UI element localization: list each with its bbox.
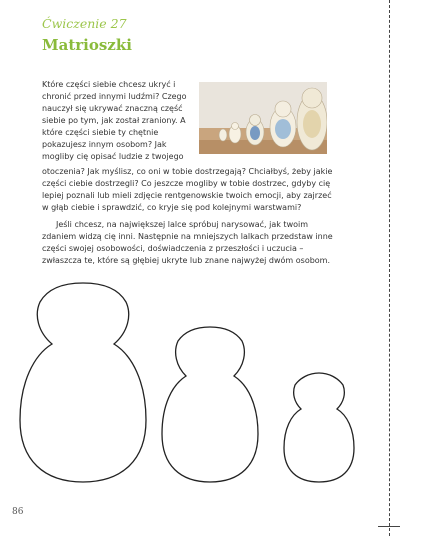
page-number: 86 [12,507,24,517]
cut-mark [378,526,400,527]
cut-line [389,0,390,536]
exercise-title: Matrioszki [42,36,132,54]
doll-outline-medium [162,327,258,482]
paragraph-instructions: Jeśli chcesz, na największej lalce spróbuj narysować, jak twoim zdaniem widzą cię inni. Następnie na mniejszych lalkach przedstaw inne części swojej osobowości, doświadczenia z przeszłości i uczucia – zwłaszcza te, które są głębiej ukryte lub znane najwyżej dwóm osobom. [42,220,333,265]
doll-outline-large [20,283,146,482]
paragraph-intro: Które części siebie chcesz ukryć i chronić przed innymi ludźmi? Czego nauczył się ukrywać znaczną część siebie po tym, jak został zraniony. A które części siebie ty chętnie pokazujesz innym osobom? Jak mogliby cię opisać ludzie z twojego [42,80,187,161]
paragraph-questions: otoczenia? Jak myślisz, co oni w tobie dostrzegają? Chciałbyś, żeby jakie części ciebie dostrzegli? Co jeszcze mogliby w tobie dostrzec, gdyby cię lepiej poznali lub mieli zdjęcie rentgenowskie twoich emocji, aby zajrzeć w głąb ciebie i sprawdzić, co kryje się pod kolejnymi warstwami? [42,167,333,212]
exercise-label: Ćwiczenie 27 [42,16,127,31]
doll-outline-small [284,373,354,482]
